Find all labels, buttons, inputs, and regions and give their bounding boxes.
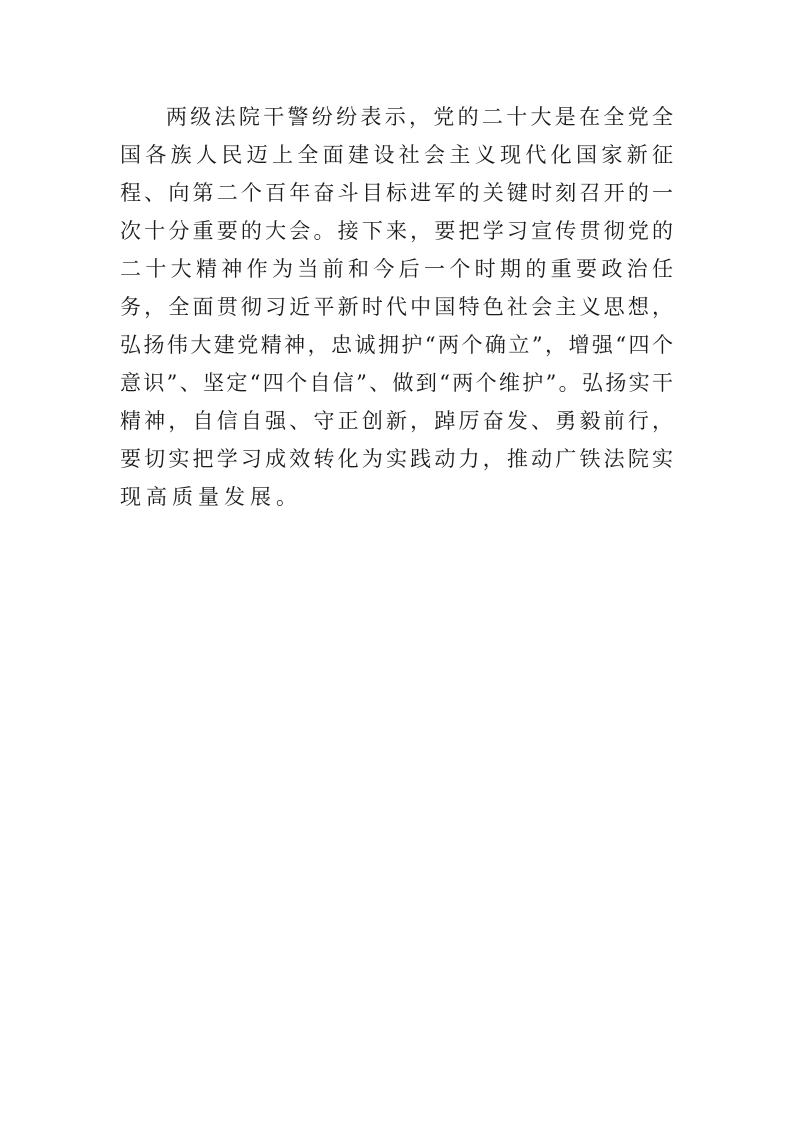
paragraph-line: 程、向第二个百年奋斗目标进军的关键时刻召开的一 [120, 181, 673, 205]
paragraph-line: 要切实把学习成效转化为实践动力，推动广铁法院实 [120, 447, 673, 471]
body-paragraph [120, 98, 673, 516]
paragraph-line: 次十分重要的大会。接下来，要把学习宣传贯彻党的 [120, 219, 673, 243]
paragraph-line: 务，全面贯彻习近平新时代中国特色社会主义思想， [120, 295, 673, 319]
paragraph-line: 两级法院干警纷纷表示，党的二十大是在全党全 [166, 105, 673, 129]
paragraph-line: 精神，自信自强、守正创新，踔厉奋发、勇毅前行， [120, 409, 673, 433]
paragraph-line: 国各族人民迈上全面建设社会主义现代化国家新征 [120, 143, 673, 167]
paragraph-line: 意识”、坚定“四个自信”、做到“两个维护”。弘扬实干 [120, 371, 673, 395]
paragraph-line: 二十大精神作为当前和今后一个时期的重要政治任 [120, 257, 673, 281]
paragraph-line: 现高质量发展。 [120, 485, 302, 509]
paragraph-line: 弘扬伟大建党精神，忠诚拥护“两个确立”，增强“四个 [120, 333, 673, 357]
